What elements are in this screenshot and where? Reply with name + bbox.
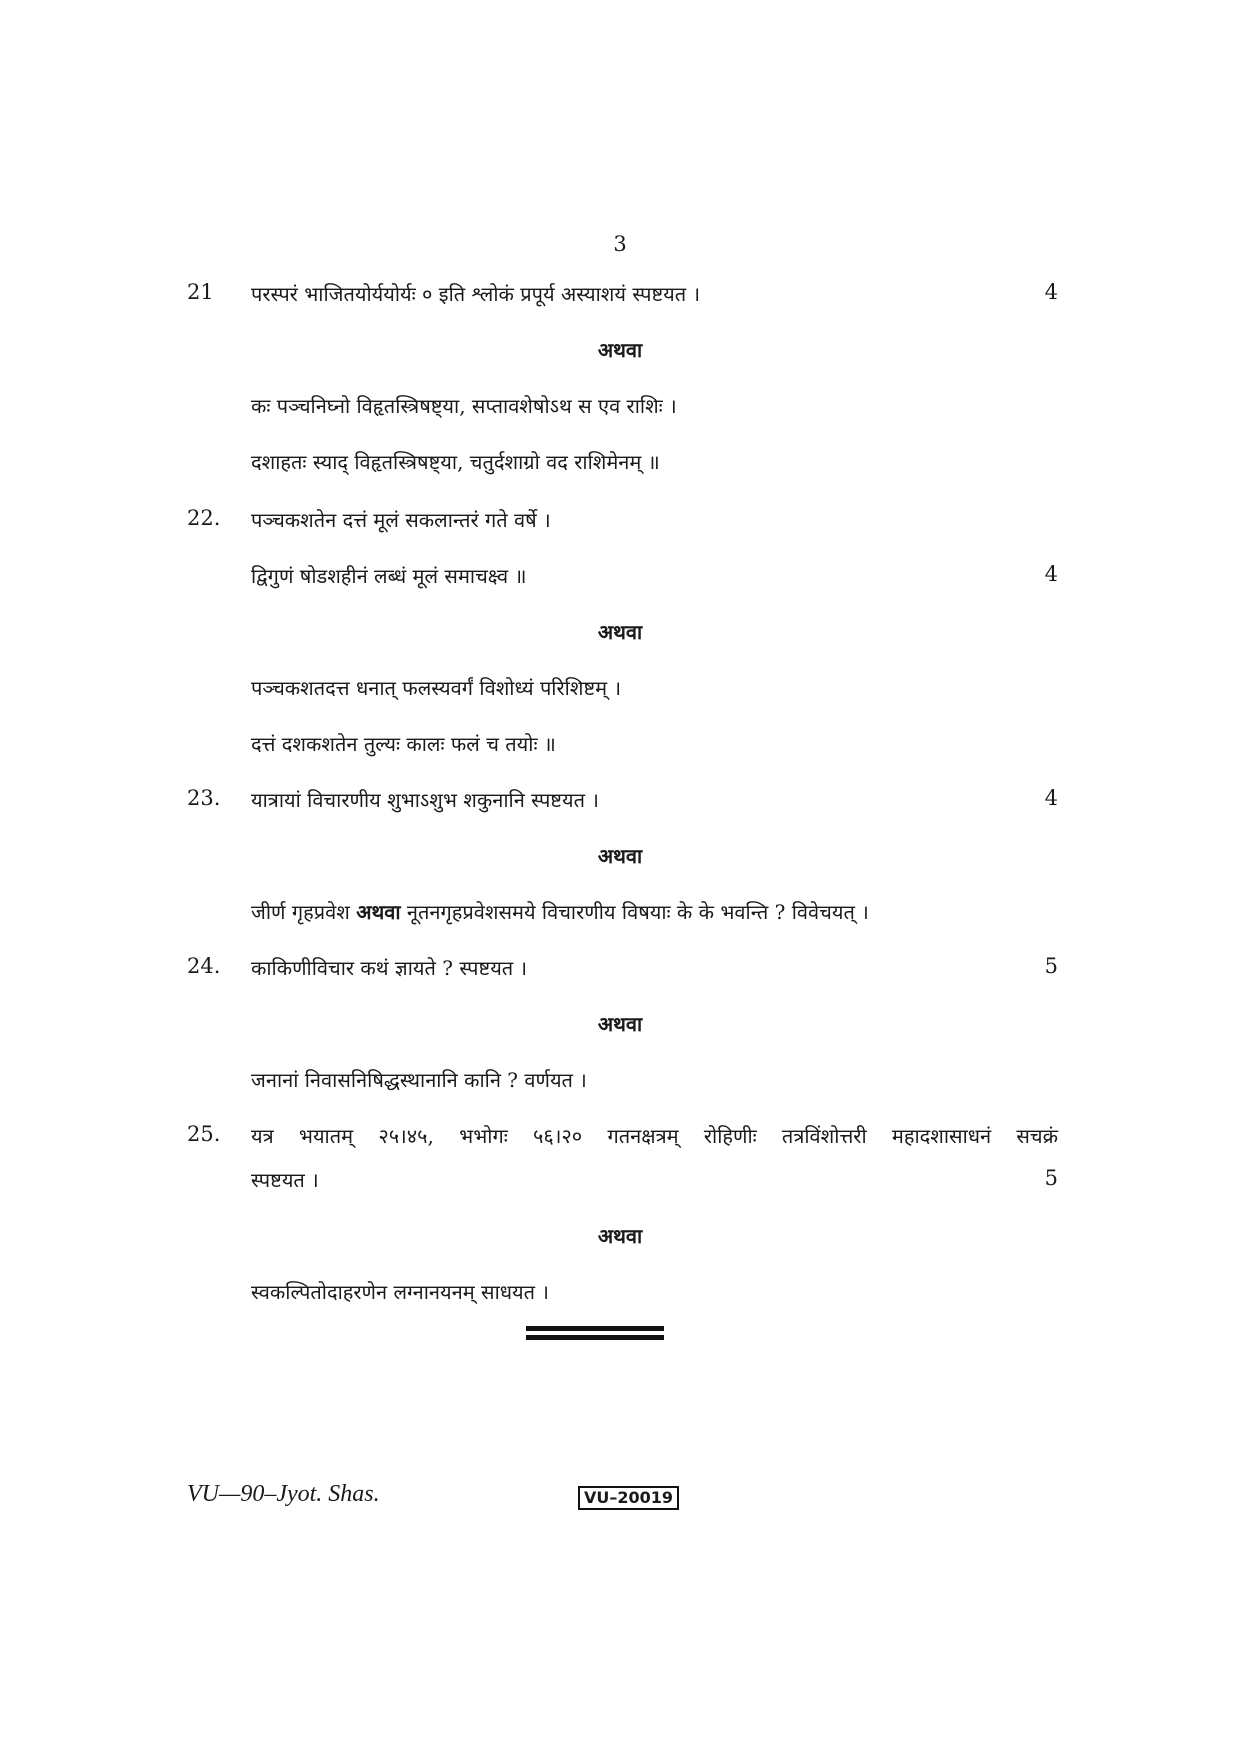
or-heading: अथवा — [597, 1224, 643, 1248]
question-text: पञ्चकशतेन दत्तं मूलं सकलान्तरं गते वर्षे । — [251, 508, 551, 532]
question-marks: 5 — [1044, 954, 1058, 978]
question-text: स्पष्टयत । — [251, 1168, 319, 1192]
alternative-text: पञ्चकशतदत्त धनात् फलस्यवर्गं विशोध्यं परिशिष्टम् । — [251, 676, 622, 700]
alternative-text: स्वकल्पितोदाहरणेन लग्नानयनम् साधयत । — [251, 1280, 549, 1304]
or-heading: अथवा — [597, 1012, 643, 1036]
question-marks: 4 — [1044, 786, 1058, 810]
paper-code: VU—90–Jyot. Shas. — [187, 1481, 380, 1507]
page-number: 3 — [613, 232, 627, 256]
question-number: 25. — [187, 1122, 221, 1146]
or-heading: अथवा — [597, 620, 643, 644]
end-of-paper-rule — [526, 1326, 664, 1344]
alternative-text: दशाहतः स्याद् विहृतस्त्रिषष्ट्या, चतुर्दशाग्रो वद राशिमेनम् ॥ — [251, 450, 660, 474]
question-text: द्विगुणं षोडशहीनं लब्धं मूलं समाचक्ष्व ॥ — [251, 564, 527, 588]
inline-or-word: अथवा — [356, 900, 401, 924]
alternative-text-before: जीर्ण गृहप्रवेश — [251, 900, 357, 924]
question-text: काकिणीविचार कथं ज्ञायते ? स्पष्टयत । — [251, 956, 528, 980]
booklet-code-box: VU–20019 — [578, 1486, 679, 1510]
question-text: परस्परं भाजितयोर्ययोर्यः ० इति श्लोकं प्रपूर्य अस्याशयं स्पष्टयत । — [251, 282, 701, 306]
alternative-text: कः पञ्चनिघ्नो विहृतस्त्रिषष्ट्या, सप्तावशेषोऽथ स एव राशिः । — [251, 394, 677, 418]
question-text: यत्र भयातम् २५।४५, भभोगः ५६।२० गतनक्षत्रम् रोहिणीः तत्रविंशोत्तरी महादशासाधनं सचक्रं — [251, 1124, 1058, 1148]
alternative-text: जनानां निवासनिषिद्धस्थानानि कानि ? वर्णयत । — [251, 1068, 587, 1092]
question-marks: 4 — [1044, 280, 1058, 304]
question-number: 22. — [187, 506, 221, 530]
or-heading: अथवा — [597, 844, 643, 868]
question-number: 24. — [187, 954, 221, 978]
or-heading: अथवा — [597, 338, 643, 362]
question-marks: 5 — [1044, 1166, 1058, 1190]
question-marks: 4 — [1044, 562, 1058, 586]
alternative-text-after: नूतनगृहप्रवेशसमये विचारणीय विषयाः के के भवन्ति ? विवेचयत् । — [400, 900, 869, 924]
alternative-text: दत्तं दशकशतेन तुल्यः कालः फलं च तयोः ॥ — [251, 732, 556, 756]
alternative-text — [251, 898, 869, 925]
question-number: 23. — [187, 786, 221, 810]
question-number: 21 — [187, 280, 214, 304]
question-text: यात्रायां विचारणीय शुभाऽशुभ शकुनानि स्पष्टयत । — [251, 788, 599, 812]
